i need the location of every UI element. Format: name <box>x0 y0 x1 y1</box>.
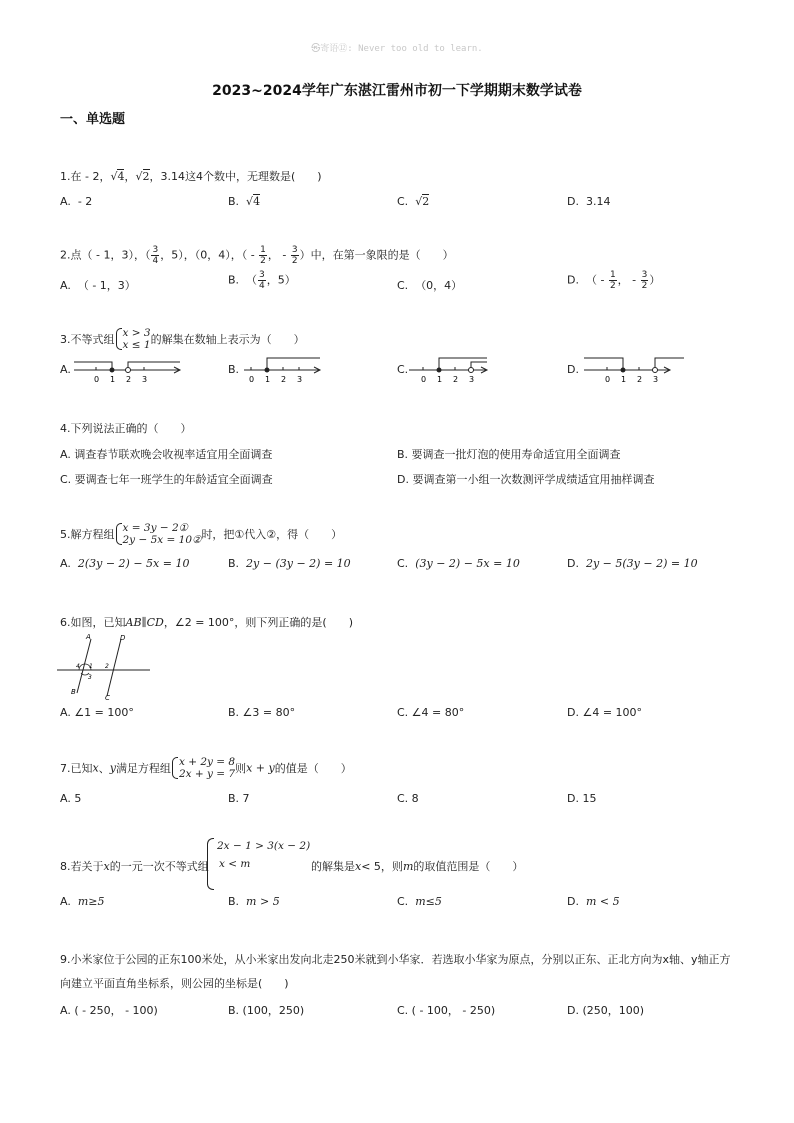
question-3-option-d-number-line[interactable] <box>580 352 690 384</box>
question-4-option-a[interactable]: A. 调查春节联欢晚会收视率适宜用全面调查 <box>60 448 273 461</box>
section-heading: 一、单选题 <box>60 112 126 127</box>
question-2-option-b[interactable]: B. （ $\frac{3}{4}$ ，5） <box>228 270 296 291</box>
question-1-option-c[interactable]: C. √2 <box>397 195 430 208</box>
svg-text:0: 0 <box>94 375 100 384</box>
question-7-option-b[interactable]: B. 7 <box>228 792 250 805</box>
svg-text:1: 1 <box>437 375 443 384</box>
question-8-option-c[interactable]: C. m≤5 <box>397 895 442 908</box>
question-2-option-d[interactable]: D. （ - $\frac{1}{2}$ ， - $\frac{3}{2}$ ） <box>567 270 661 291</box>
question-9-option-b[interactable]: B. (100，250) <box>228 1004 305 1017</box>
question-7-option-a[interactable]: A. 5 <box>60 792 82 805</box>
svg-text:3: 3 <box>653 375 659 384</box>
question-1-option-a[interactable]: A. - 2 <box>60 195 93 208</box>
question-2-option-c[interactable]: C. （0，4） <box>397 279 463 292</box>
question-4-option-c[interactable]: C. 要调查七年一班学生的年龄适宜全面调查 <box>60 473 273 486</box>
question-1-option-b[interactable]: B. √4 <box>228 195 261 208</box>
svg-text:3: 3 <box>142 375 148 384</box>
question-9-stem-line-1: 9.小米家位于公园的正东100米处，从小米家出发向北走250米就到小华家．若选取小华家为原点，分别以正东、正北方向为x轴、y轴正方 <box>60 953 731 966</box>
svg-text:3: 3 <box>469 375 475 384</box>
question-8-brace <box>207 838 214 890</box>
question-8-option-b[interactable]: B. m > 5 <box>228 895 280 908</box>
question-1-option-d[interactable]: D. 3.14 <box>567 195 611 208</box>
svg-text:2: 2 <box>126 375 132 384</box>
svg-text:1: 1 <box>110 375 116 384</box>
question-3-option-c-number-line[interactable] <box>405 352 495 384</box>
question-7-option-c[interactable]: C. 8 <box>397 792 419 805</box>
question-9-stem-line-2: 向建立平面直角坐标系，则公园的坐标是( ) <box>60 977 289 990</box>
question-8-option-d[interactable]: D. m < 5 <box>567 895 620 908</box>
svg-text:2: 2 <box>637 375 643 384</box>
question-5-stem: 5.解方程组 x = 3y − 2① 2y − 5x = 10② 时，把①代入②，得（ ） <box>60 522 343 546</box>
svg-text:0: 0 <box>605 375 611 384</box>
question-2-option-a[interactable]: A. （ - 1，3） <box>60 279 136 292</box>
svg-text:1: 1 <box>621 375 627 384</box>
svg-text:0: 0 <box>249 375 255 384</box>
question-6-stem: 6.如图，已知AB∥CD，∠2 = 100°，则下列正确的是( ) <box>60 616 354 629</box>
question-9-option-d[interactable]: D. (250，100) <box>567 1004 645 1017</box>
question-5-option-c[interactable]: C. (3y − 2) − 5x = 10 <box>397 557 520 570</box>
question-4-stem: 4.下列说法正确的（ ） <box>60 422 192 435</box>
svg-text:C: C <box>105 694 110 701</box>
watermark: ㉿寄语⑫: Never too old to learn. <box>311 44 483 54</box>
svg-text:B: B <box>71 688 76 696</box>
question-7-option-d[interactable]: D. 15 <box>567 792 597 805</box>
question-8-system-line-1: 2x − 1 > 3(x − 2) <box>217 840 311 852</box>
question-4-option-b[interactable]: B. 要调查一批灯泡的使用寿命适宜用全面调查 <box>397 448 621 461</box>
svg-text:2: 2 <box>453 375 459 384</box>
svg-text:3: 3 <box>297 375 303 384</box>
question-8-stem-right: 的解集是x< 5，则m的取值范围是（ ） <box>311 860 524 873</box>
question-8-stem-left: 8.若关于x的一元一次不等式组 <box>60 860 209 873</box>
question-2-stem: 2.点（ - 1，3），（ $\frac{3}{4}$ ，5），（0，4），（ - $\frac{1}{2}$ ， - $\frac{3}{2}$ ）中，在第一象限的是（ ） <box>60 245 454 266</box>
question-8-system-line-2: x < m <box>219 858 251 870</box>
question-9-option-c[interactable]: C. ( - 100， - 250) <box>397 1004 496 1017</box>
question-3-stem: 3.不等式组 x > 3 x ≤ 1 的解集在数轴上表示为（ ） <box>60 327 305 351</box>
svg-text:3: 3 <box>88 674 92 681</box>
svg-text:1: 1 <box>265 375 271 384</box>
question-5-option-b[interactable]: B. 2y − (3y − 2) = 10 <box>228 557 351 570</box>
page-title: 2023~2024学年广东湛江雷州市初一下学期期末数学试卷 <box>212 83 582 99</box>
svg-text:2: 2 <box>105 663 109 670</box>
question-3-option-d-label[interactable]: D. <box>567 363 579 376</box>
question-6-figure <box>55 633 155 701</box>
svg-text:1: 1 <box>89 663 93 670</box>
svg-text:2: 2 <box>281 375 287 384</box>
question-7-stem: 7.已知x、y满足方程组 x + 2y = 8 2x + y = 7 则x + y的值是（ ） <box>60 756 352 780</box>
question-3-option-b-number-line[interactable] <box>240 352 330 384</box>
question-3-option-a-number-line[interactable] <box>70 355 190 385</box>
svg-text:0: 0 <box>421 375 427 384</box>
question-5-option-a[interactable]: A. 2(3y − 2) − 5x = 10 <box>60 557 190 570</box>
question-4-option-d[interactable]: D. 要调查第一小组一次数测评学成绩适宜用抽样调查 <box>397 473 655 486</box>
question-6-option-d[interactable]: D. ∠4 = 100° <box>567 706 643 719</box>
question-6-option-b[interactable]: B. ∠3 = 80° <box>228 706 296 719</box>
svg-text:D: D <box>120 634 126 642</box>
question-6-option-c[interactable]: C. ∠4 = 80° <box>397 706 465 719</box>
question-5-option-d[interactable]: D. 2y − 5(3y − 2) = 10 <box>567 557 698 570</box>
question-9-option-a[interactable]: A. ( - 250， - 100) <box>60 1004 158 1017</box>
question-1-stem: 1.在 - 2，√4，√2，3.14这4个数中，无理数是( ) <box>60 170 322 183</box>
question-6-option-a[interactable]: A. ∠1 = 100° <box>60 706 134 719</box>
question-3-option-b-label[interactable]: B. <box>228 363 240 376</box>
svg-text:A: A <box>86 633 91 641</box>
question-3-option-a-label[interactable]: A. <box>60 363 71 376</box>
question-3-option-c-label[interactable]: C. <box>397 363 409 376</box>
question-8-option-a[interactable]: A. m≥5 <box>60 895 105 908</box>
svg-text:4: 4 <box>76 663 80 670</box>
